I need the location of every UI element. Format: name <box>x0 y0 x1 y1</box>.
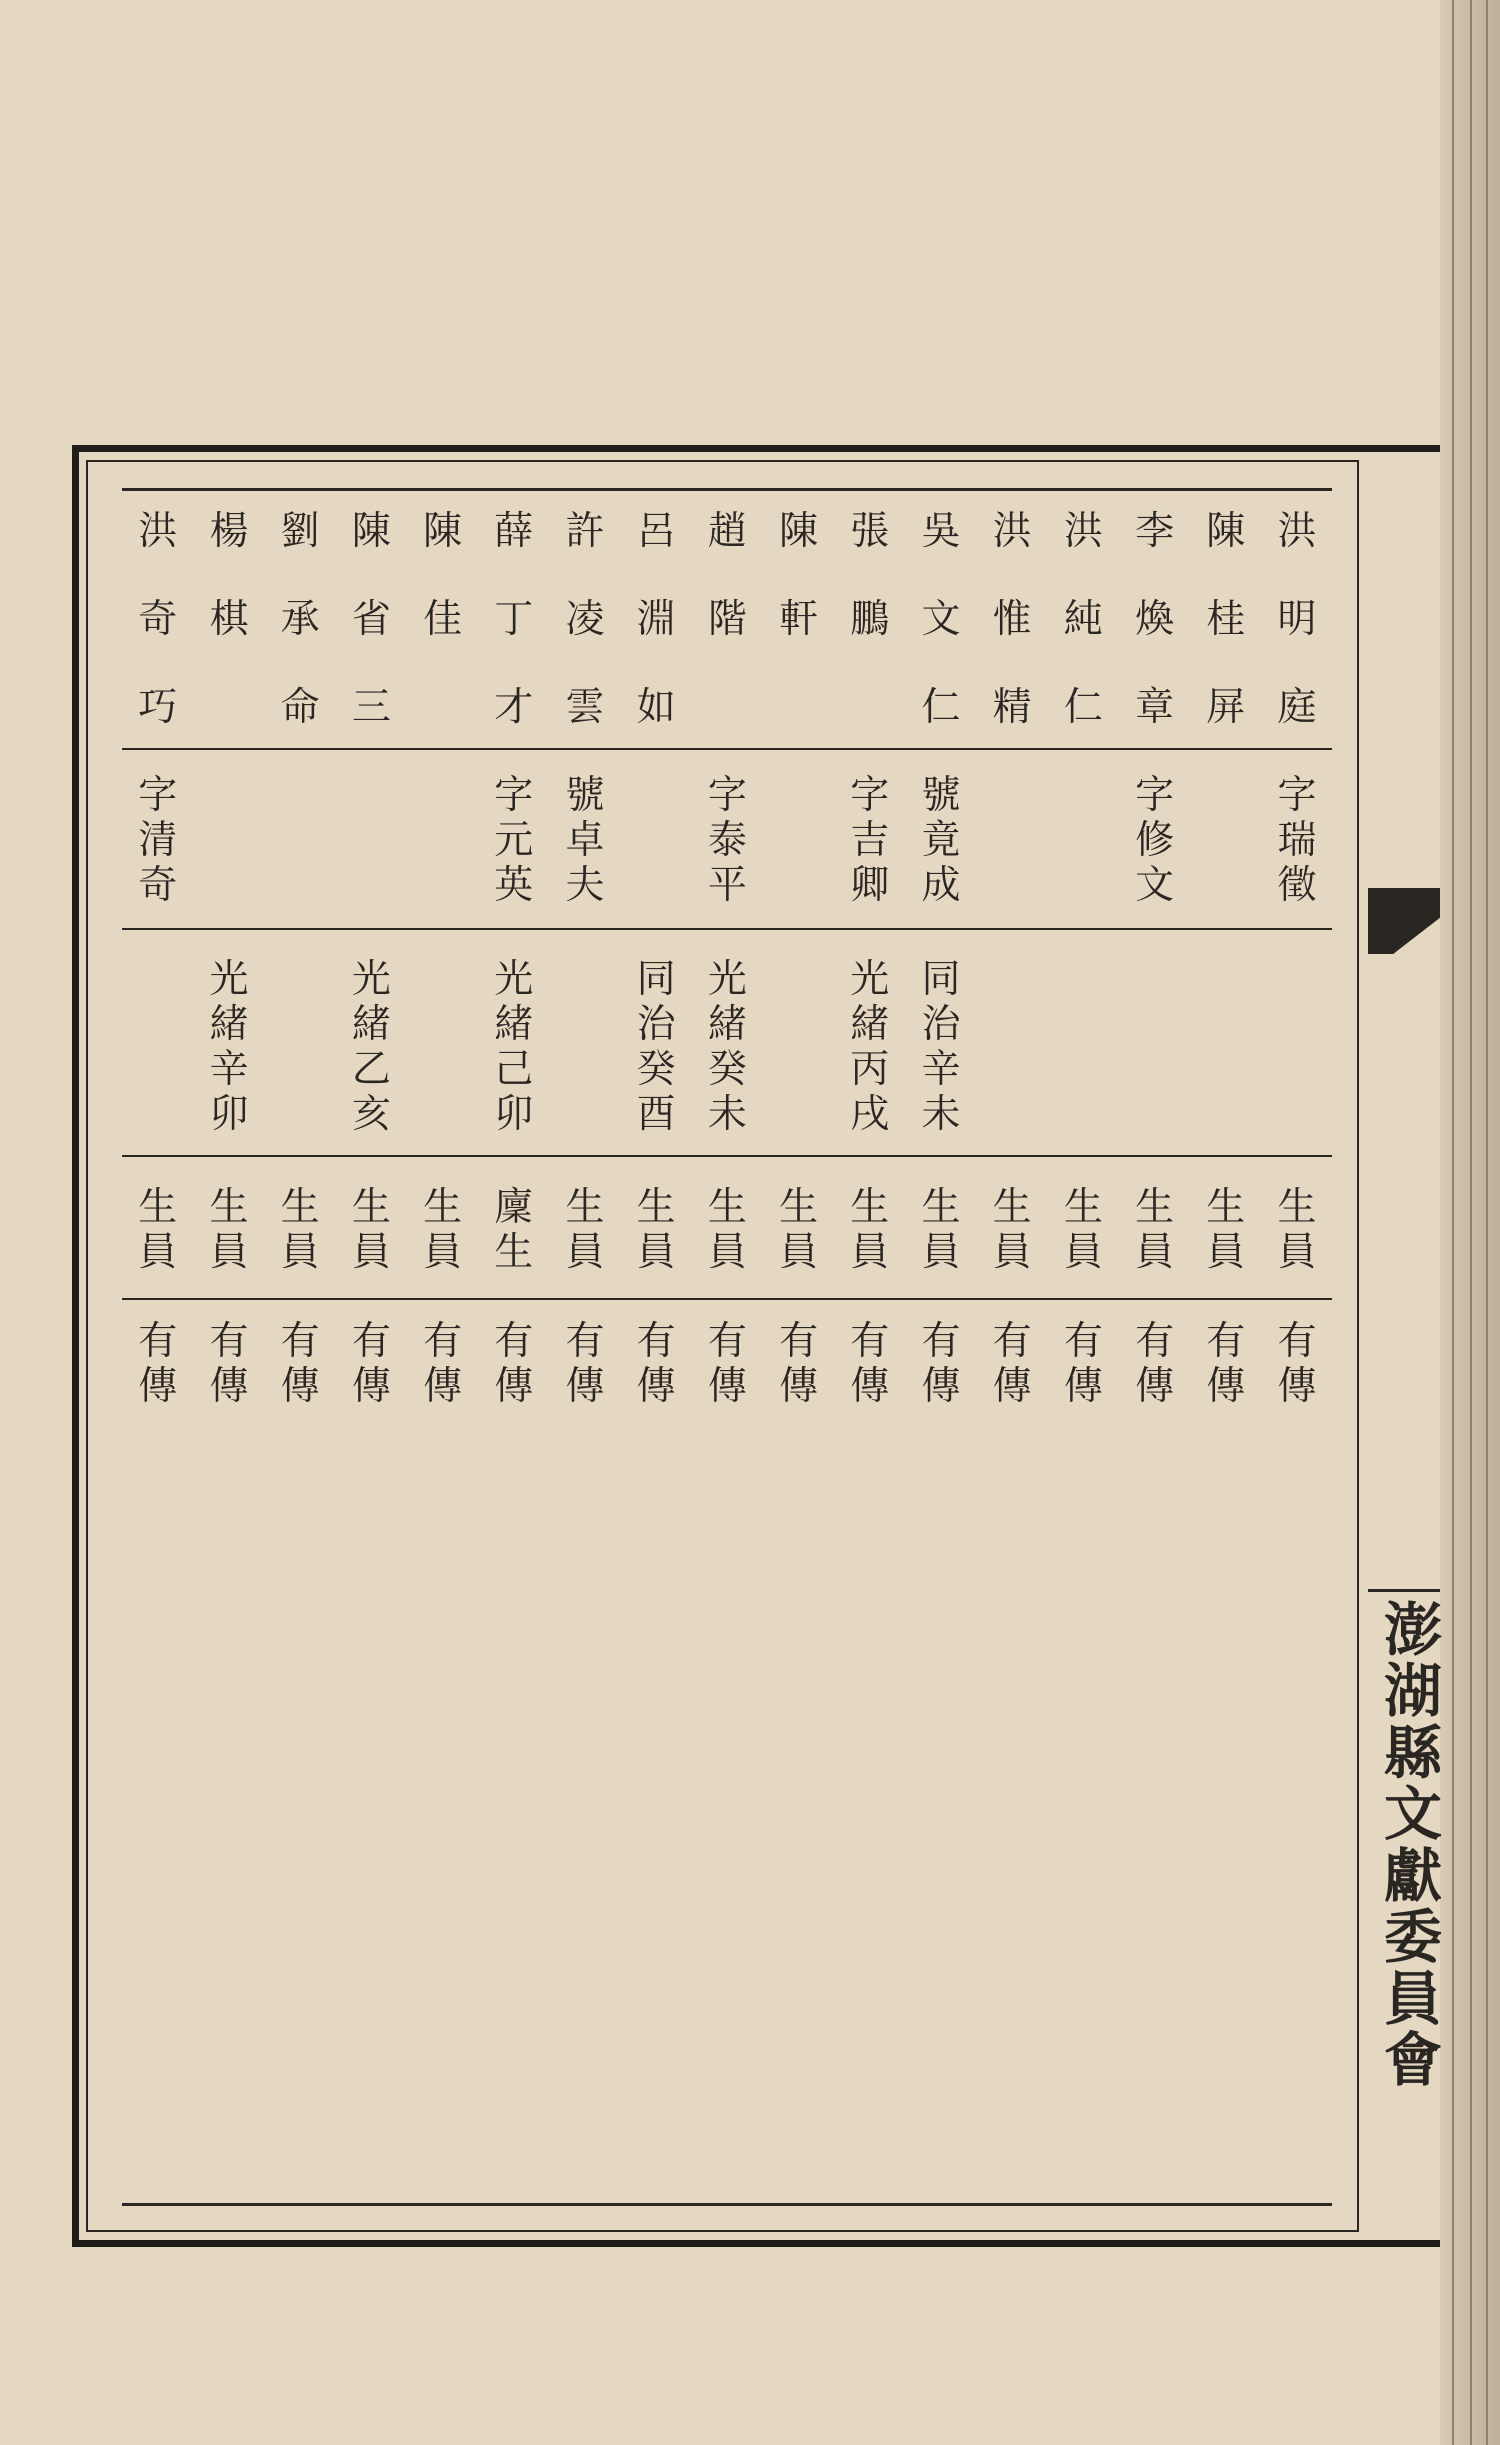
entry-status-6: 生 員 <box>921 1185 961 1275</box>
entry-name-10: 呂 淵 如 <box>636 509 676 730</box>
entry-bio-9: 有 傳 <box>707 1319 747 1409</box>
entry-bio-11: 有 傳 <box>565 1319 605 1409</box>
entry-bio-4: 有 傳 <box>1063 1319 1103 1409</box>
spine-title: 澎 湖 縣 文 獻 委 員 會 <box>1383 1596 1442 2095</box>
entry-bio-5: 有 傳 <box>992 1319 1032 1409</box>
entry-bio-14: 有 傳 <box>351 1319 391 1409</box>
row-divider-top <box>122 488 1332 491</box>
entry-courtesy-7: 字 吉 卿 <box>850 773 890 908</box>
entry-name-1: 洪 明 庭 <box>1277 509 1317 730</box>
entry-courtesy-9: 字 泰 平 <box>707 773 747 908</box>
entry-name-4: 洪 純 仁 <box>1063 509 1103 730</box>
entry-era-14: 光 緒 乙 亥 <box>351 957 391 1137</box>
entry-bio-15: 有 傳 <box>280 1319 320 1409</box>
entry-era-7: 光 緒 丙 戌 <box>850 957 890 1137</box>
entry-status-16: 生 員 <box>209 1185 249 1275</box>
entry-bio-3: 有 傳 <box>1135 1319 1175 1409</box>
entry-name-12: 薛 丁 才 <box>494 509 534 730</box>
entry-era-12: 光 緒 己 卯 <box>494 957 534 1137</box>
entry-name-11: 許 凌 雲 <box>565 509 605 730</box>
entry-status-17: 生 員 <box>138 1185 178 1275</box>
entry-status-7: 生 員 <box>850 1185 890 1275</box>
entry-bio-13: 有 傳 <box>423 1319 463 1409</box>
entry-status-15: 生 員 <box>280 1185 320 1275</box>
entry-name-13: 陳 佳 <box>423 509 463 642</box>
entry-bio-2: 有 傳 <box>1206 1319 1246 1409</box>
entry-bio-6: 有 傳 <box>921 1319 961 1409</box>
entry-name-14: 陳 省 三 <box>351 509 391 730</box>
entry-name-3: 李 煥 章 <box>1135 509 1175 730</box>
entry-bio-10: 有 傳 <box>636 1319 676 1409</box>
entry-courtesy-3: 字 修 文 <box>1135 773 1175 908</box>
row-divider-status <box>122 1298 1332 1300</box>
entry-era-6: 同 治 辛 未 <box>921 957 961 1137</box>
entry-courtesy-11: 號 卓 夫 <box>565 773 605 908</box>
entry-status-11: 生 員 <box>565 1185 605 1275</box>
entry-name-17: 洪 奇 巧 <box>138 509 178 730</box>
entry-status-3: 生 員 <box>1135 1185 1175 1275</box>
page-edge-line <box>1452 0 1454 2445</box>
entry-bio-17: 有 傳 <box>138 1319 178 1409</box>
entry-bio-12: 有 傳 <box>494 1319 534 1409</box>
entry-name-6: 吳 文 仁 <box>921 509 961 730</box>
entry-status-4: 生 員 <box>1063 1185 1103 1275</box>
entry-bio-8: 有 傳 <box>779 1319 819 1409</box>
entry-bio-7: 有 傳 <box>850 1319 890 1409</box>
entry-status-5: 生 員 <box>992 1185 1032 1275</box>
entry-status-12: 廩 生 <box>494 1185 534 1275</box>
entry-status-1: 生 員 <box>1277 1185 1317 1275</box>
entry-status-8: 生 員 <box>779 1185 819 1275</box>
entry-courtesy-12: 字 元 英 <box>494 773 534 908</box>
entry-era-9: 光 緒 癸 未 <box>707 957 747 1137</box>
entry-bio-1: 有 傳 <box>1277 1319 1317 1409</box>
entry-status-13: 生 員 <box>423 1185 463 1275</box>
page-edge-line <box>1470 0 1472 2445</box>
entry-name-8: 陳 軒 <box>779 509 819 642</box>
entry-bio-16: 有 傳 <box>209 1319 249 1409</box>
entry-era-10: 同 治 癸 酉 <box>636 957 676 1137</box>
entry-name-9: 趙 階 <box>707 509 747 642</box>
entry-name-16: 楊 棋 <box>209 509 249 642</box>
entry-name-5: 洪 惟 精 <box>992 509 1032 730</box>
entry-courtesy-1: 字 瑞 徵 <box>1277 773 1317 908</box>
entry-status-2: 生 員 <box>1206 1185 1246 1275</box>
spine-rule <box>1368 1589 1440 1592</box>
entry-name-7: 張 鵬 <box>850 509 890 642</box>
entry-courtesy-6: 號 竟 成 <box>921 773 961 908</box>
row-divider-era <box>122 1155 1332 1157</box>
entry-era-16: 光 緒 辛 卯 <box>209 957 249 1137</box>
row-divider-courtesy <box>122 928 1332 930</box>
entry-status-10: 生 員 <box>636 1185 676 1275</box>
entry-status-9: 生 員 <box>707 1185 747 1275</box>
page-edge-line <box>1486 0 1488 2445</box>
row-divider-bottom <box>122 2203 1332 2206</box>
entry-status-14: 生 員 <box>351 1185 391 1275</box>
entry-name-15: 劉 承 命 <box>280 509 320 730</box>
entry-name-2: 陳 桂 屏 <box>1206 509 1246 730</box>
entry-courtesy-17: 字 清 奇 <box>138 773 178 908</box>
